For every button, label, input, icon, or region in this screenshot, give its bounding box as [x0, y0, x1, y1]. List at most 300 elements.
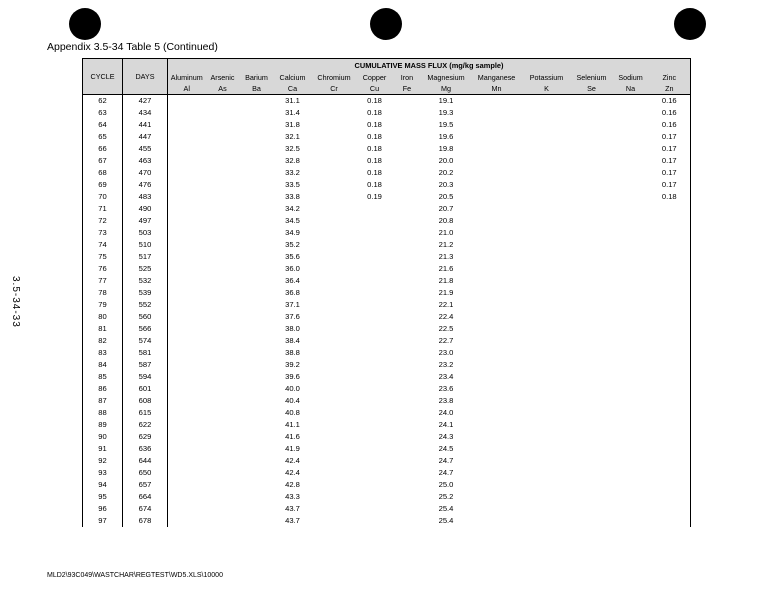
value-cell	[206, 299, 240, 311]
value-cell	[613, 383, 649, 395]
value-cell	[649, 287, 691, 299]
value-cell	[613, 455, 649, 467]
value-cell	[471, 371, 523, 383]
value-cell: 24.0	[438, 408, 454, 417]
value-cell: 25.0	[438, 480, 454, 489]
value-cell	[649, 311, 691, 323]
file-path-footer: MLD2\93C049\WASTCHAR\REGTEST\WD5.XLS\10000	[47, 572, 223, 579]
days-cell: 483	[123, 191, 168, 203]
value-cell	[312, 371, 357, 383]
element-name-header: Manganese	[477, 73, 516, 82]
value-cell	[649, 467, 691, 479]
value-cell	[523, 335, 571, 347]
cycle-cell: 82	[83, 335, 123, 347]
cycle-cell: 83	[83, 347, 123, 359]
value-cell	[240, 299, 274, 311]
table-row	[83, 431, 691, 443]
value-cell	[168, 107, 206, 119]
value-cell	[571, 431, 613, 443]
table-row	[83, 167, 691, 179]
value-cell	[571, 515, 613, 527]
days-cell: 447	[123, 131, 168, 143]
value-cell	[240, 167, 274, 179]
days-cell: 615	[123, 407, 168, 419]
value-cell	[471, 503, 523, 515]
value-cell	[649, 407, 691, 419]
value-cell	[357, 311, 393, 323]
value-cell	[168, 143, 206, 155]
cycle-cell: 88	[83, 407, 123, 419]
table-row	[83, 215, 691, 227]
element-symbol-header: Mn	[471, 83, 523, 95]
value-cell	[393, 251, 422, 263]
value-cell	[613, 179, 649, 191]
value-cell	[393, 347, 422, 359]
table-row	[83, 311, 691, 323]
value-cell	[571, 299, 613, 311]
table-row	[83, 443, 691, 455]
value-cell	[523, 311, 571, 323]
value-cell	[240, 371, 274, 383]
days-cell: 560	[123, 311, 168, 323]
value-cell	[168, 179, 206, 191]
value-cell	[571, 503, 613, 515]
value-cell	[312, 299, 357, 311]
value-cell	[571, 203, 613, 215]
value-cell	[206, 455, 240, 467]
binder-hole-right	[674, 8, 706, 40]
value-cell	[168, 155, 206, 167]
value-cell	[393, 431, 422, 443]
value-cell	[571, 179, 613, 191]
value-cell	[471, 443, 523, 455]
value-cell	[357, 443, 393, 455]
days-cell: 566	[123, 323, 168, 335]
value-cell: 36.8	[285, 288, 300, 297]
value-cell	[206, 119, 240, 131]
value-cell: 19.6	[438, 132, 454, 141]
value-cell	[649, 515, 691, 527]
value-cell	[471, 383, 523, 395]
table-row	[83, 203, 691, 215]
value-cell	[312, 143, 357, 155]
value-cell	[571, 443, 613, 455]
value-cell	[613, 419, 649, 431]
days-cell: 650	[123, 467, 168, 479]
value-cell	[312, 407, 357, 419]
value-cell	[523, 455, 571, 467]
value-cell	[523, 263, 571, 275]
value-cell	[471, 491, 523, 503]
element-name-header: Chromium	[317, 73, 351, 82]
cycle-cell: 91	[83, 443, 123, 455]
value-cell	[393, 479, 422, 491]
cycle-cell: 81	[83, 323, 123, 335]
value-cell	[312, 431, 357, 443]
value-cell	[312, 467, 357, 479]
value-cell: 24.1	[438, 420, 454, 429]
value-cell	[357, 299, 393, 311]
value-cell	[312, 419, 357, 431]
value-cell	[240, 359, 274, 371]
value-cell	[471, 131, 523, 143]
value-cell	[240, 479, 274, 491]
value-cell	[240, 179, 274, 191]
value-cell	[471, 239, 523, 251]
value-cell	[206, 179, 240, 191]
value-cell	[168, 383, 206, 395]
days-cell: 525	[123, 263, 168, 275]
table-row	[83, 95, 691, 108]
cycle-cell: 73	[83, 227, 123, 239]
element-symbol-header: Cr	[312, 83, 357, 95]
value-cell	[523, 347, 571, 359]
element-name-header: Copper	[362, 73, 387, 82]
element-name-header: Aluminum	[170, 73, 203, 82]
value-cell	[240, 491, 274, 503]
table-row	[83, 251, 691, 263]
value-cell	[312, 203, 357, 215]
value-cell	[312, 107, 357, 119]
value-cell	[393, 491, 422, 503]
value-cell	[523, 359, 571, 371]
value-cell	[206, 323, 240, 335]
value-cell	[471, 347, 523, 359]
value-cell	[471, 179, 523, 191]
value-cell	[471, 143, 523, 155]
value-cell	[613, 119, 649, 131]
value-cell	[206, 419, 240, 431]
value-cell	[471, 407, 523, 419]
value-cell	[471, 95, 523, 108]
element-symbol-header: Ba	[240, 83, 274, 95]
value-cell: 31.8	[285, 120, 300, 129]
value-cell: 23.4	[438, 372, 454, 381]
value-cell	[471, 467, 523, 479]
value-cell: 21.0	[438, 228, 454, 237]
value-cell	[393, 395, 422, 407]
value-cell	[357, 335, 393, 347]
value-cell	[523, 191, 571, 203]
value-cell	[471, 323, 523, 335]
value-cell	[206, 263, 240, 275]
value-cell: 0.17	[649, 143, 691, 155]
table-row	[83, 419, 691, 431]
value-cell	[206, 491, 240, 503]
value-cell: 0.17	[649, 155, 691, 167]
value-cell: 21.9	[438, 288, 454, 297]
value-cell: 0.17	[649, 179, 691, 191]
value-cell	[168, 299, 206, 311]
value-cell	[523, 395, 571, 407]
value-cell	[471, 227, 523, 239]
value-cell: 41.9	[285, 444, 300, 453]
mass-flux-table	[82, 58, 691, 527]
value-cell	[312, 251, 357, 263]
value-cell	[357, 239, 393, 251]
value-cell	[357, 395, 393, 407]
value-cell	[168, 191, 206, 203]
value-cell	[168, 275, 206, 287]
value-cell: 22.7	[438, 336, 454, 345]
cycle-cell: 74	[83, 239, 123, 251]
value-cell	[471, 251, 523, 263]
value-cell	[523, 467, 571, 479]
value-cell	[571, 347, 613, 359]
cycle-cell: 68	[83, 167, 123, 179]
value-cell	[613, 287, 649, 299]
value-cell: 24.3	[438, 432, 454, 441]
value-cell	[571, 251, 613, 263]
value-cell	[168, 347, 206, 359]
value-cell	[571, 383, 613, 395]
value-cell	[357, 347, 393, 359]
table-row	[83, 467, 691, 479]
value-cell	[206, 407, 240, 419]
value-cell	[393, 419, 422, 431]
value-cell	[571, 263, 613, 275]
value-cell: 42.8	[285, 480, 300, 489]
value-cell	[240, 227, 274, 239]
value-cell: 21.6	[438, 264, 454, 273]
value-cell	[393, 287, 422, 299]
value-cell: 38.8	[285, 348, 300, 357]
value-cell	[168, 431, 206, 443]
element-symbol-header: Cu	[357, 83, 393, 95]
value-cell: 43.7	[285, 504, 300, 513]
value-cell	[613, 467, 649, 479]
value-cell	[168, 239, 206, 251]
value-cell	[206, 143, 240, 155]
value-cell	[312, 515, 357, 527]
value-cell	[240, 215, 274, 227]
table-row	[83, 383, 691, 395]
value-cell	[206, 275, 240, 287]
cycle-cell: 66	[83, 143, 123, 155]
value-cell	[649, 503, 691, 515]
value-cell	[613, 299, 649, 311]
value-cell: 22.5	[438, 324, 454, 333]
cycle-cell: 84	[83, 359, 123, 371]
value-cell	[649, 227, 691, 239]
value-cell	[571, 359, 613, 371]
value-cell: 19.5	[438, 120, 454, 129]
table-row	[83, 179, 691, 191]
value-cell	[571, 491, 613, 503]
value-cell	[240, 467, 274, 479]
value-cell	[393, 215, 422, 227]
cycle-cell: 65	[83, 131, 123, 143]
value-cell	[393, 179, 422, 191]
element-symbol-header: Na	[613, 83, 649, 95]
value-cell	[206, 335, 240, 347]
value-cell	[471, 287, 523, 299]
value-cell	[571, 227, 613, 239]
table-row	[83, 359, 691, 371]
cycle-cell: 77	[83, 275, 123, 287]
value-cell	[523, 239, 571, 251]
value-cell: 32.8	[285, 156, 300, 165]
table-row	[83, 323, 691, 335]
value-cell	[357, 203, 393, 215]
value-cell	[393, 407, 422, 419]
table-row	[83, 455, 691, 467]
value-cell	[206, 443, 240, 455]
value-cell	[168, 455, 206, 467]
value-cell	[613, 263, 649, 275]
days-cell: 587	[123, 359, 168, 371]
cycle-cell: 78	[83, 287, 123, 299]
value-cell	[649, 491, 691, 503]
value-cell	[523, 323, 571, 335]
value-cell	[571, 479, 613, 491]
value-cell: 0.16	[649, 119, 691, 131]
value-cell	[649, 371, 691, 383]
value-cell	[357, 371, 393, 383]
value-cell	[649, 395, 691, 407]
value-cell	[471, 275, 523, 287]
value-cell: 0.18	[367, 156, 382, 165]
value-cell	[393, 191, 422, 203]
value-cell	[357, 407, 393, 419]
value-cell	[312, 479, 357, 491]
value-cell	[312, 155, 357, 167]
cycle-cell: 71	[83, 203, 123, 215]
value-cell	[613, 227, 649, 239]
value-cell	[649, 455, 691, 467]
value-cell	[312, 275, 357, 287]
value-cell	[523, 383, 571, 395]
value-cell: 0.18	[367, 168, 382, 177]
value-cell	[168, 311, 206, 323]
value-cell	[393, 263, 422, 275]
value-cell	[357, 455, 393, 467]
value-cell	[168, 371, 206, 383]
value-cell: 35.6	[285, 252, 300, 261]
value-cell: 43.7	[285, 516, 300, 525]
value-cell	[571, 323, 613, 335]
value-cell: 0.17	[649, 131, 691, 143]
value-cell	[206, 479, 240, 491]
value-cell: 23.6	[438, 384, 454, 393]
value-cell	[523, 143, 571, 155]
value-cell	[240, 431, 274, 443]
value-cell	[523, 299, 571, 311]
value-cell	[168, 227, 206, 239]
value-cell	[571, 143, 613, 155]
value-cell	[393, 275, 422, 287]
value-cell	[357, 431, 393, 443]
page-title: Appendix 3.5-34 Table 5 (Continued)	[47, 41, 218, 53]
value-cell	[168, 443, 206, 455]
header-row-group	[83, 59, 691, 73]
value-cell	[613, 395, 649, 407]
value-cell	[613, 503, 649, 515]
value-cell	[357, 491, 393, 503]
value-cell	[649, 239, 691, 251]
value-cell	[471, 155, 523, 167]
days-cell: 455	[123, 143, 168, 155]
value-cell: 0.18	[367, 132, 382, 141]
value-cell	[168, 167, 206, 179]
value-cell	[649, 347, 691, 359]
element-name-header: Calcium	[279, 73, 306, 82]
value-cell	[613, 491, 649, 503]
value-cell	[393, 383, 422, 395]
table-row	[83, 503, 691, 515]
value-cell	[206, 311, 240, 323]
value-cell: 33.2	[285, 168, 300, 177]
cycle-cell: 79	[83, 299, 123, 311]
value-cell	[240, 503, 274, 515]
value-cell: 20.5	[438, 192, 454, 201]
value-cell	[393, 335, 422, 347]
value-cell	[613, 443, 649, 455]
value-cell: 40.0	[285, 384, 300, 393]
value-cell: 19.3	[438, 108, 454, 117]
cycle-cell: 86	[83, 383, 123, 395]
element-name-header: Selenium	[576, 73, 607, 82]
value-cell	[613, 359, 649, 371]
value-cell: 42.4	[285, 468, 300, 477]
value-cell	[168, 119, 206, 131]
value-cell	[649, 335, 691, 347]
value-cell	[393, 455, 422, 467]
value-cell	[168, 503, 206, 515]
cycle-header: CYCLE	[83, 59, 123, 95]
value-cell	[649, 263, 691, 275]
value-cell: 0.16	[649, 95, 691, 108]
value-cell	[571, 107, 613, 119]
value-cell: 0.18	[367, 180, 382, 189]
value-cell: 34.9	[285, 228, 300, 237]
table-row	[83, 491, 691, 503]
value-cell	[206, 167, 240, 179]
value-cell	[523, 203, 571, 215]
value-cell	[168, 95, 206, 108]
value-cell	[571, 131, 613, 143]
value-cell	[312, 119, 357, 131]
element-name-header: Arsenic	[210, 73, 235, 82]
value-cell	[312, 455, 357, 467]
element-symbol-header: Fe	[393, 83, 422, 95]
value-cell	[471, 479, 523, 491]
value-cell	[240, 191, 274, 203]
value-cell	[312, 239, 357, 251]
value-cell	[240, 95, 274, 108]
days-cell: 434	[123, 107, 168, 119]
value-cell	[523, 371, 571, 383]
value-cell: 23.8	[438, 396, 454, 405]
value-cell: 0.18	[367, 120, 382, 129]
value-cell	[393, 131, 422, 143]
value-cell	[571, 275, 613, 287]
table-row	[83, 335, 691, 347]
days-cell: 581	[123, 347, 168, 359]
value-cell: 42.4	[285, 456, 300, 465]
value-cell	[312, 395, 357, 407]
element-symbol-header: K	[523, 83, 571, 95]
value-cell	[206, 515, 240, 527]
value-cell: 22.1	[438, 300, 454, 309]
value-cell	[613, 239, 649, 251]
value-cell	[312, 263, 357, 275]
value-cell	[393, 143, 422, 155]
cycle-cell: 87	[83, 395, 123, 407]
value-cell	[393, 119, 422, 131]
value-cell	[523, 155, 571, 167]
value-cell	[523, 227, 571, 239]
